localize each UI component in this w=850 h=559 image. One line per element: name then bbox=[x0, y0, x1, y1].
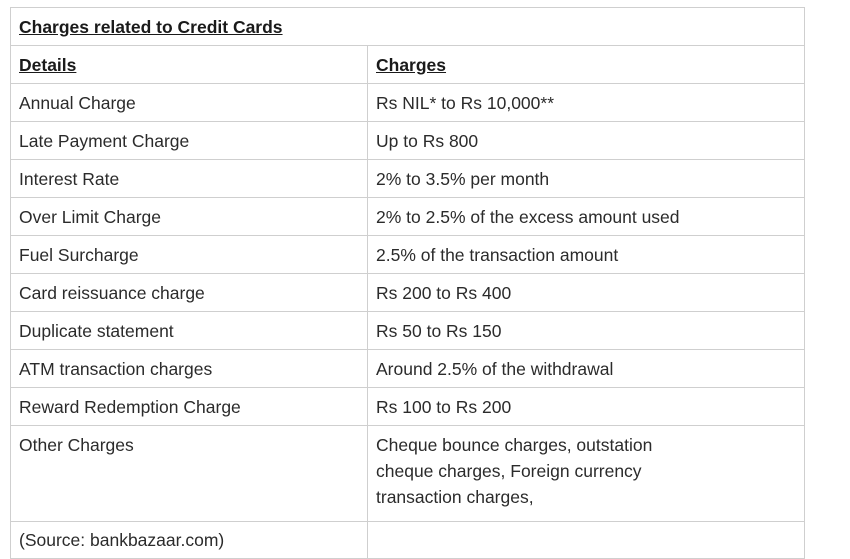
charge-cell: 2.5% of the transaction amount bbox=[368, 236, 805, 274]
detail-cell: Over Limit Charge bbox=[11, 198, 368, 236]
charge-line: cheque charges, Foreign currency bbox=[376, 461, 642, 481]
charge-cell: Rs 50 to Rs 150 bbox=[368, 312, 805, 350]
empty-cell bbox=[368, 522, 805, 559]
detail-cell: Duplicate statement bbox=[11, 312, 368, 350]
table-row bbox=[11, 160, 805, 198]
detail-cell: ATM transaction charges bbox=[11, 350, 368, 388]
table-title-row bbox=[11, 8, 805, 46]
table-row bbox=[11, 274, 805, 312]
charge-line: transaction charges, bbox=[376, 487, 534, 507]
detail-cell: Interest Rate bbox=[11, 160, 368, 198]
source-row bbox=[11, 522, 805, 559]
detail-cell: Reward Redemption Charge bbox=[11, 388, 368, 426]
source-note: (Source: bankbazaar.com) bbox=[11, 522, 368, 559]
charge-cell: 2% to 2.5% of the excess amount used bbox=[368, 198, 805, 236]
charge-cell: Up to Rs 800 bbox=[368, 122, 805, 160]
table-row bbox=[11, 236, 805, 274]
charges-header: Charges bbox=[368, 46, 805, 84]
details-header: Details bbox=[11, 46, 368, 84]
table-row-other bbox=[11, 426, 805, 522]
detail-cell: Other Charges bbox=[11, 426, 368, 522]
charge-cell: Around 2.5% of the withdrawal bbox=[368, 350, 805, 388]
table-row bbox=[11, 84, 805, 122]
table-row bbox=[11, 122, 805, 160]
detail-cell: Card reissuance charge bbox=[11, 274, 368, 312]
table-title: Charges related to Credit Cards bbox=[11, 8, 805, 46]
table-row bbox=[11, 198, 805, 236]
table-row bbox=[11, 350, 805, 388]
credit-card-charges-table bbox=[10, 7, 805, 559]
charge-cell: Rs NIL* to Rs 10,000** bbox=[368, 84, 805, 122]
table-row bbox=[11, 312, 805, 350]
table-row bbox=[11, 388, 805, 426]
charge-cell: Rs 200 to Rs 400 bbox=[368, 274, 805, 312]
charge-line: Cheque bounce charges, outstation bbox=[376, 435, 653, 455]
charge-cell-multiline bbox=[368, 426, 805, 522]
charge-cell: 2% to 3.5% per month bbox=[368, 160, 805, 198]
charge-cell: Rs 100 to Rs 200 bbox=[368, 388, 805, 426]
detail-cell: Fuel Surcharge bbox=[11, 236, 368, 274]
detail-cell: Annual Charge bbox=[11, 84, 368, 122]
table-header-row bbox=[11, 46, 805, 84]
detail-cell: Late Payment Charge bbox=[11, 122, 368, 160]
